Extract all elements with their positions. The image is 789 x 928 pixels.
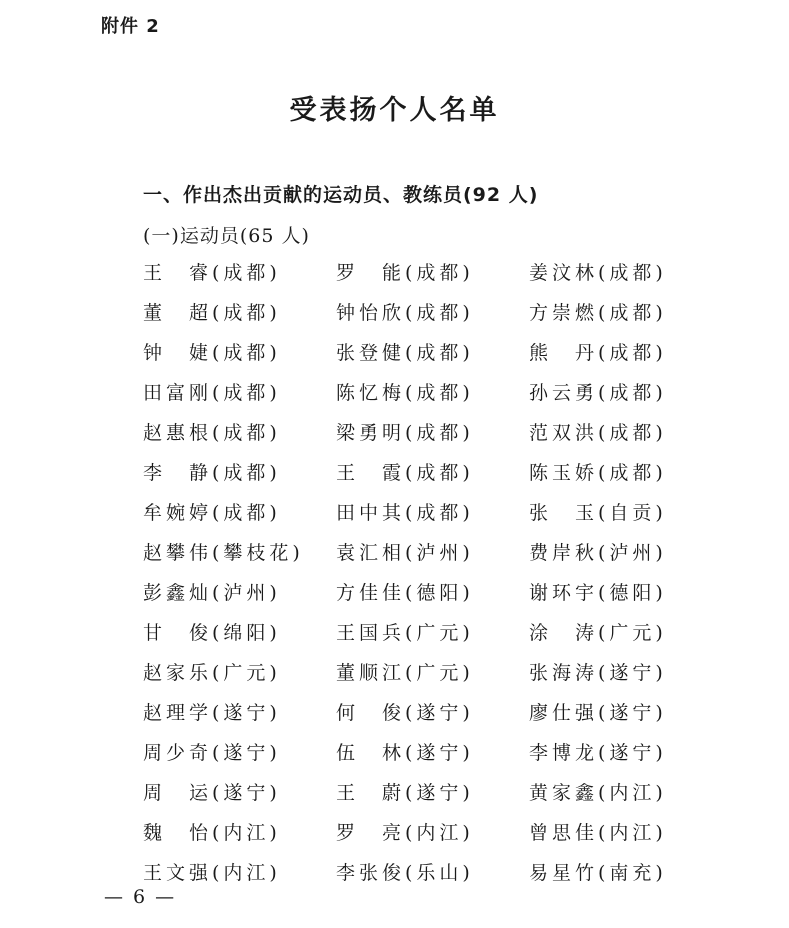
name-entry: 赵惠根(成都)	[143, 422, 281, 444]
name-entry: 梁勇明(成都)	[336, 422, 474, 444]
name-entry: 魏 怡(内江)	[143, 822, 281, 844]
document-title: 受表扬个人名单	[289, 95, 500, 126]
name-entry: 易星竹(南充)	[529, 862, 667, 884]
name-list	[143, 259, 703, 899]
name-entry: 牟婉婷(成都)	[143, 502, 281, 524]
name-entry: 王 睿(成都)	[143, 262, 281, 284]
subsection-heading: (一)运动员(65 人)	[143, 225, 310, 247]
name-entry: 熊 丹(成都)	[529, 342, 667, 364]
name-entry: 李张俊(乐山)	[336, 862, 474, 884]
name-entry: 田中其(成都)	[336, 502, 474, 524]
name-entry: 罗 亮(内江)	[336, 822, 474, 844]
name-entry: 方崇燃(成都)	[529, 302, 667, 324]
name-entry: 王 霞(成都)	[336, 462, 474, 484]
name-entry: 孙云勇(成都)	[529, 382, 667, 404]
name-entry: 张 玉(自贡)	[529, 502, 667, 524]
name-entry: 赵家乐(广元)	[143, 662, 281, 684]
name-entry: 陈忆梅(成都)	[336, 382, 474, 404]
name-entry: 王文强(内江)	[143, 862, 281, 884]
name-entry: 周少奇(遂宁)	[143, 742, 281, 764]
name-entry: 李 静(成都)	[143, 462, 281, 484]
name-entry: 陈玉娇(成都)	[529, 462, 667, 484]
section-heading: 一、作出杰出贡献的运动员、教练员(92 人)	[143, 184, 539, 206]
name-entry: 钟 婕(成都)	[143, 342, 281, 364]
name-entry: 廖仕强(遂宁)	[529, 702, 667, 724]
name-entry: 董顺江(广元)	[336, 662, 474, 684]
name-entry: 董 超(成都)	[143, 302, 281, 324]
name-entry: 何 俊(遂宁)	[336, 702, 474, 724]
name-entry: 费岸秋(泸州)	[529, 542, 667, 564]
name-entry: 谢环宇(德阳)	[529, 582, 667, 604]
name-entry: 王国兵(广元)	[336, 622, 474, 644]
name-entry: 钟怡欣(成都)	[336, 302, 474, 324]
name-entry: 赵理学(遂宁)	[143, 702, 281, 724]
name-entry: 涂 涛(广元)	[529, 622, 667, 644]
name-entry: 袁汇相(泸州)	[336, 542, 474, 564]
name-entry: 姜汶林(成都)	[529, 262, 667, 284]
attachment-label: 附件 2	[101, 16, 160, 37]
name-entry: 周 运(遂宁)	[143, 782, 281, 804]
name-entry: 赵攀伟(攀枝花)	[143, 542, 304, 564]
name-entry: 罗 能(成都)	[336, 262, 474, 284]
name-entry: 范双洪(成都)	[529, 422, 667, 444]
name-entry: 曾思佳(内江)	[529, 822, 667, 844]
name-entry: 甘 俊(绵阳)	[143, 622, 281, 644]
name-entry: 黄家鑫(内江)	[529, 782, 667, 804]
name-entry: 张海涛(遂宁)	[529, 662, 667, 684]
name-entry: 张登健(成都)	[336, 342, 474, 364]
name-entry: 方佳佳(德阳)	[336, 582, 474, 604]
page-number: — 6 —	[104, 886, 177, 908]
name-entry: 李博龙(遂宁)	[529, 742, 667, 764]
name-entry: 彭鑫灿(泸州)	[143, 582, 281, 604]
name-entry: 伍 林(遂宁)	[336, 742, 474, 764]
name-entry: 王 蔚(遂宁)	[336, 782, 474, 804]
name-entry: 田富刚(成都)	[143, 382, 281, 404]
